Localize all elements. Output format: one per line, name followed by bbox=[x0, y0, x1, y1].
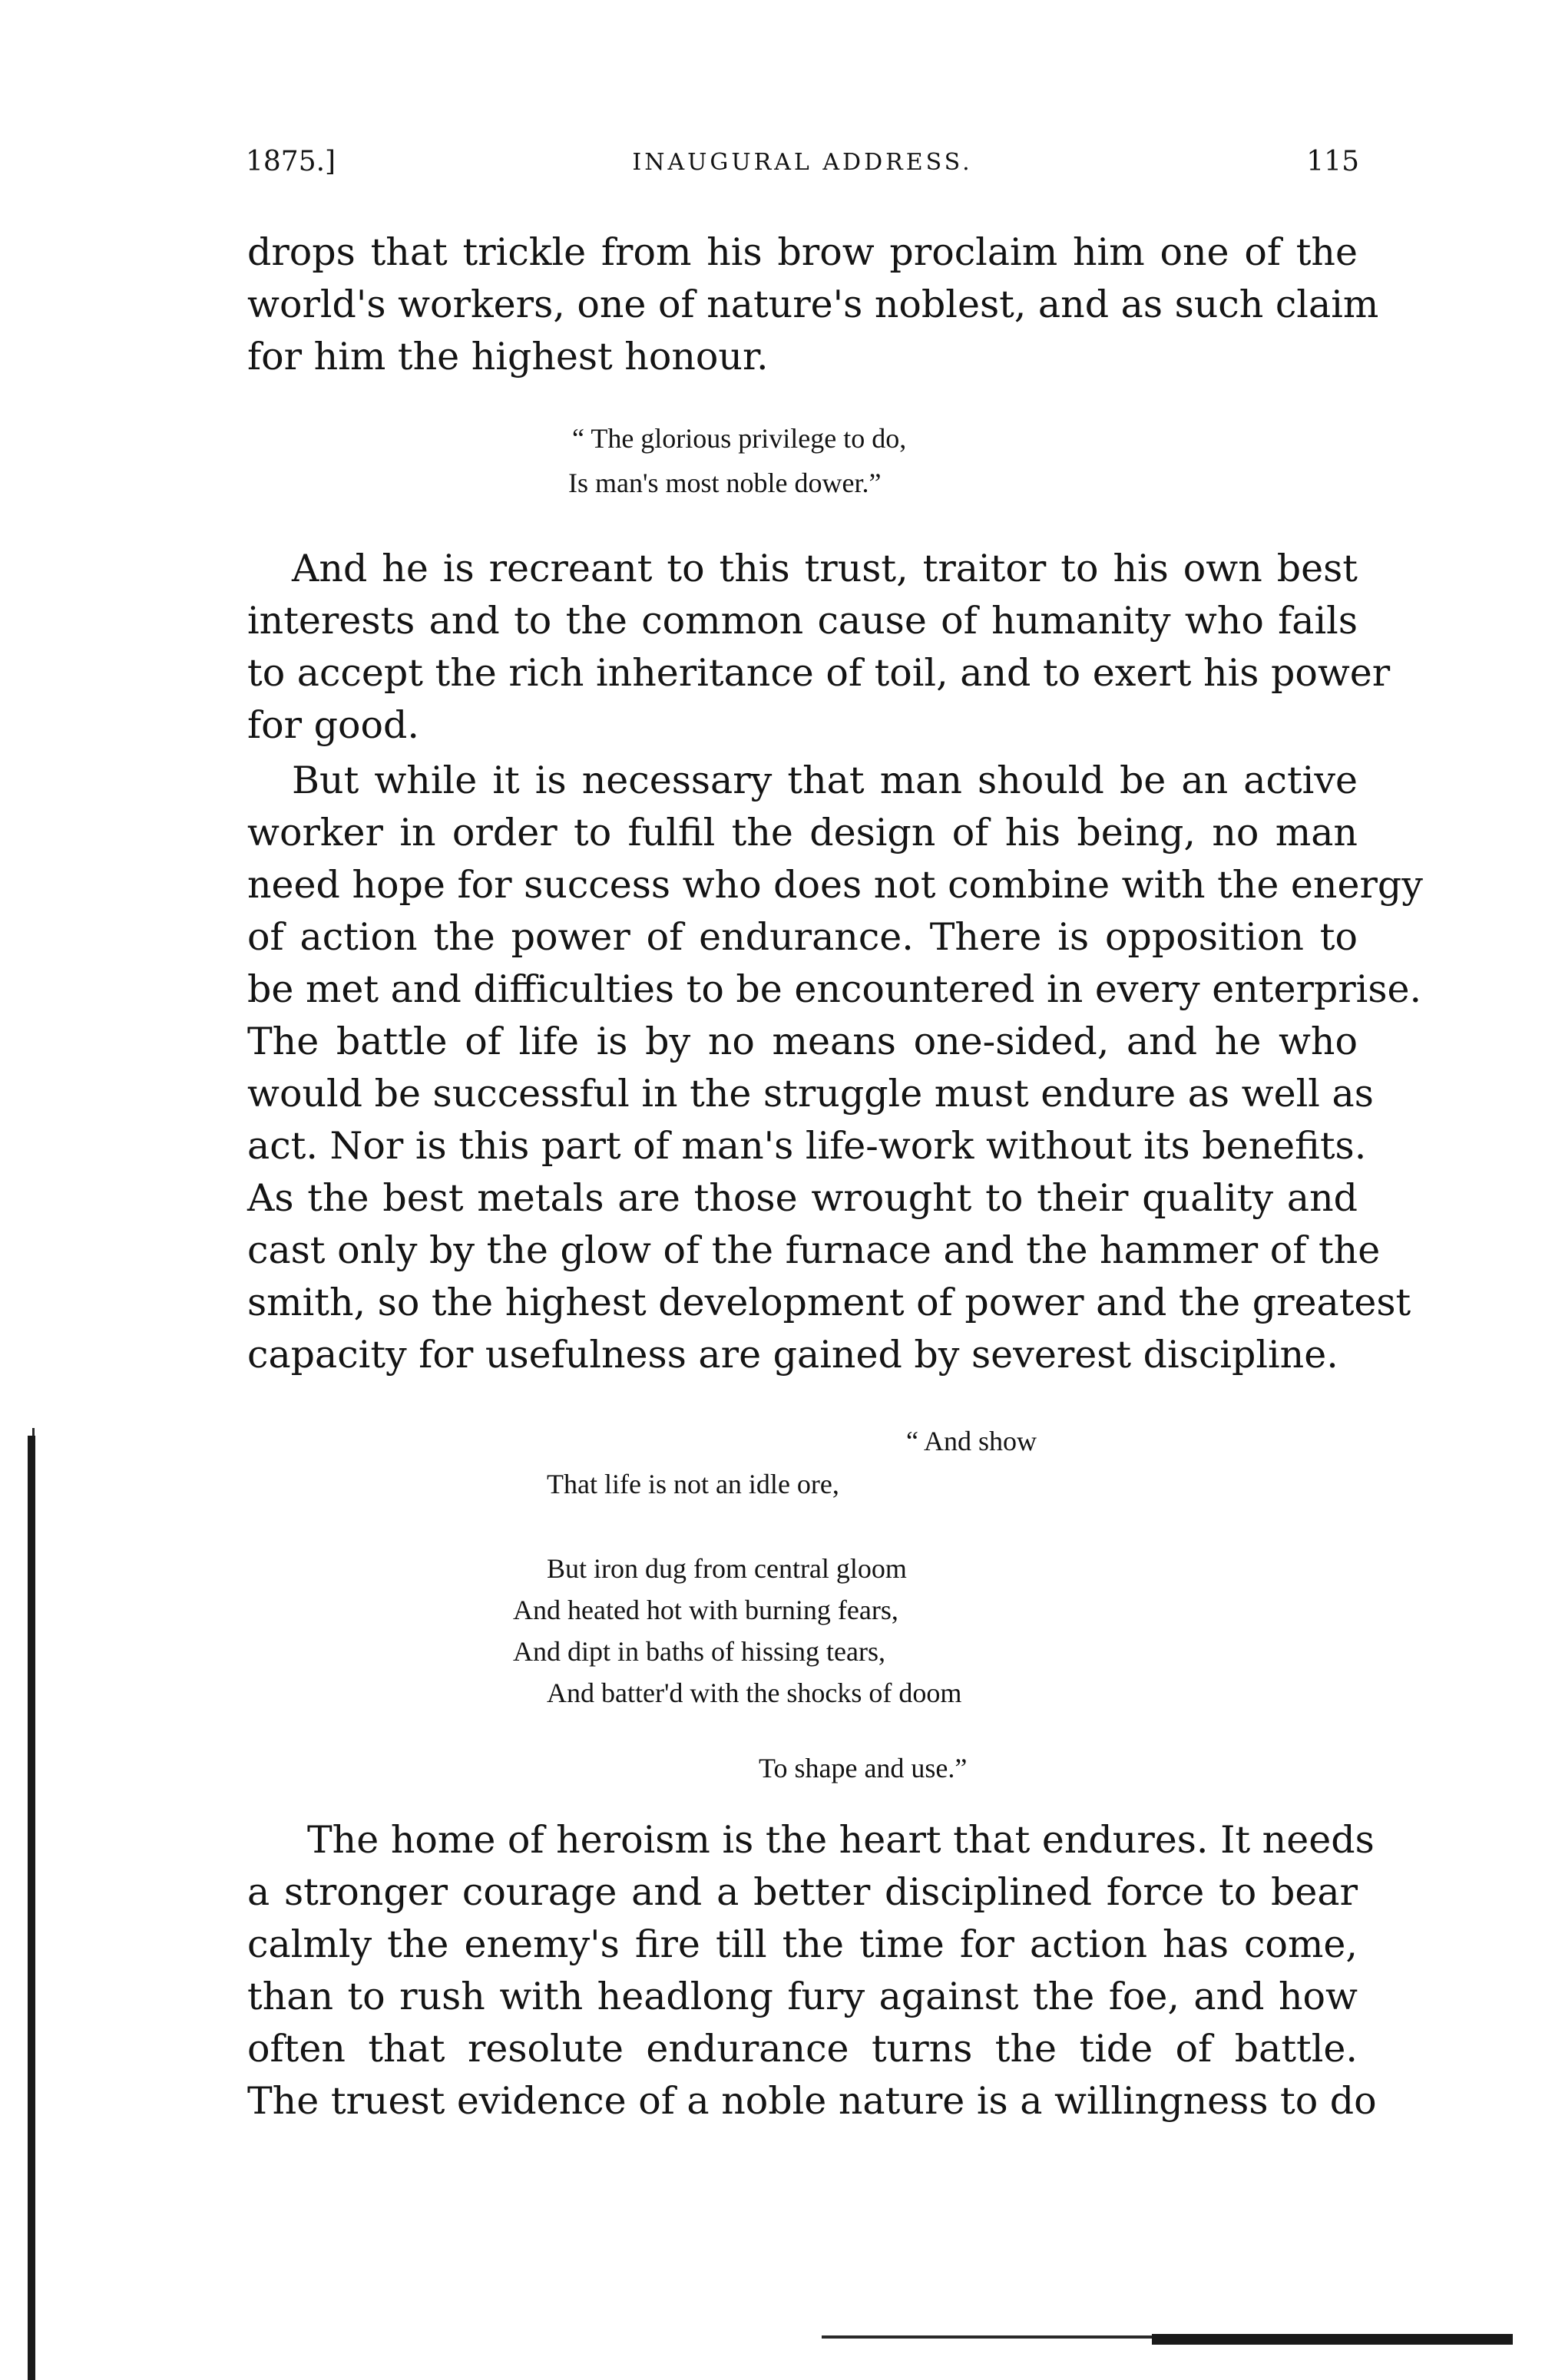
paragraph-3-line: be met and difficulties to be encountered in every enterprise. bbox=[247, 967, 1422, 1011]
header-title: INAUGURAL ADDRESS. bbox=[632, 149, 973, 176]
paragraph-3-line: of action the power of endurance. There is opposition to bbox=[247, 915, 1358, 959]
paragraph-3-line: The battle of life is by no means one-sided, and he who bbox=[247, 1020, 1358, 1063]
quote-2-line: And dipt in baths of hissing tears, bbox=[513, 1636, 885, 1667]
paragraph-3-line: would be successful in the struggle must endure as well as bbox=[247, 1072, 1374, 1116]
paragraph-2-line: to accept the rich inheritance of toil, and to exert his power bbox=[247, 651, 1391, 695]
paragraph-4-line: than to rush with headlong fury against the foe, and how bbox=[247, 1975, 1358, 2018]
paragraph-3-line: worker in order to fulfil the design of his being, no man bbox=[247, 811, 1358, 854]
quote-2-line: But iron dug from central gloom bbox=[547, 1553, 907, 1584]
paragraph-4-line: The home of heroism is the heart that endures. It needs bbox=[307, 1818, 1375, 1862]
quote-2-line: “ And show bbox=[906, 1426, 1037, 1456]
paragraph-1-line: world's workers, one of nature's noblest, and as such claim bbox=[247, 283, 1379, 326]
paragraph-4-line: calmly the enemy's fire till the time for action has come, bbox=[247, 1922, 1358, 1966]
paragraph-3-line: But while it is necessary that man should be an active bbox=[292, 759, 1358, 802]
paragraph-1-line: drops that trickle from his brow proclaim him one of the bbox=[247, 230, 1358, 274]
paragraph-3-line: act. Nor is this part of man's life-work without its benefits. bbox=[247, 1124, 1367, 1168]
quote-2-line: To shape and use.” bbox=[759, 1753, 968, 1783]
paragraph-2-line: interests and to the common cause of humanity who fails bbox=[247, 599, 1358, 643]
paragraph-4-line: The truest evidence of a noble nature is a willingness to do bbox=[247, 2079, 1377, 2123]
quote-1-line: Is man's most noble dower.” bbox=[568, 468, 882, 498]
running-header bbox=[246, 146, 1359, 192]
paragraph-2-line: for good. bbox=[247, 703, 419, 747]
paragraph-3-line: smith, so the highest development of power and the greatest bbox=[247, 1281, 1411, 1324]
paragraph-4-line: a stronger courage and a better disciplined force to bear bbox=[247, 1870, 1358, 1914]
quote-2-line: That life is not an idle ore, bbox=[547, 1469, 839, 1499]
paragraph-2-line: And he is recreant to this trust, traitor to his own best bbox=[292, 547, 1358, 590]
page-number: 115 bbox=[1306, 146, 1359, 177]
header-year: 1875.] bbox=[246, 146, 336, 177]
paragraph-3-line: cast only by the glow of the furnace and the hammer of the bbox=[247, 1228, 1381, 1272]
scan-bottom-shadow bbox=[1152, 2334, 1513, 2345]
scan-edge-shadow bbox=[28, 1436, 35, 2380]
quote-1-line: “ The glorious privilege to do, bbox=[572, 423, 907, 454]
quote-2-line: And heated hot with burning fears, bbox=[513, 1595, 898, 1625]
paragraph-3-line: As the best metals are those wrought to their quality and bbox=[247, 1176, 1358, 1220]
paragraph-3-line: need hope for success who does not combine with the energy bbox=[247, 863, 1423, 907]
paragraph-4-line: often that resolute endurance turns the tide of battle. bbox=[247, 2027, 1358, 2071]
paragraph-1-line: for him the highest honour. bbox=[247, 335, 769, 378]
paragraph-3-line: capacity for usefulness are gained by severest discipline. bbox=[247, 1333, 1338, 1377]
quote-2-line: And batter'd with the shocks of doom bbox=[547, 1678, 962, 1708]
